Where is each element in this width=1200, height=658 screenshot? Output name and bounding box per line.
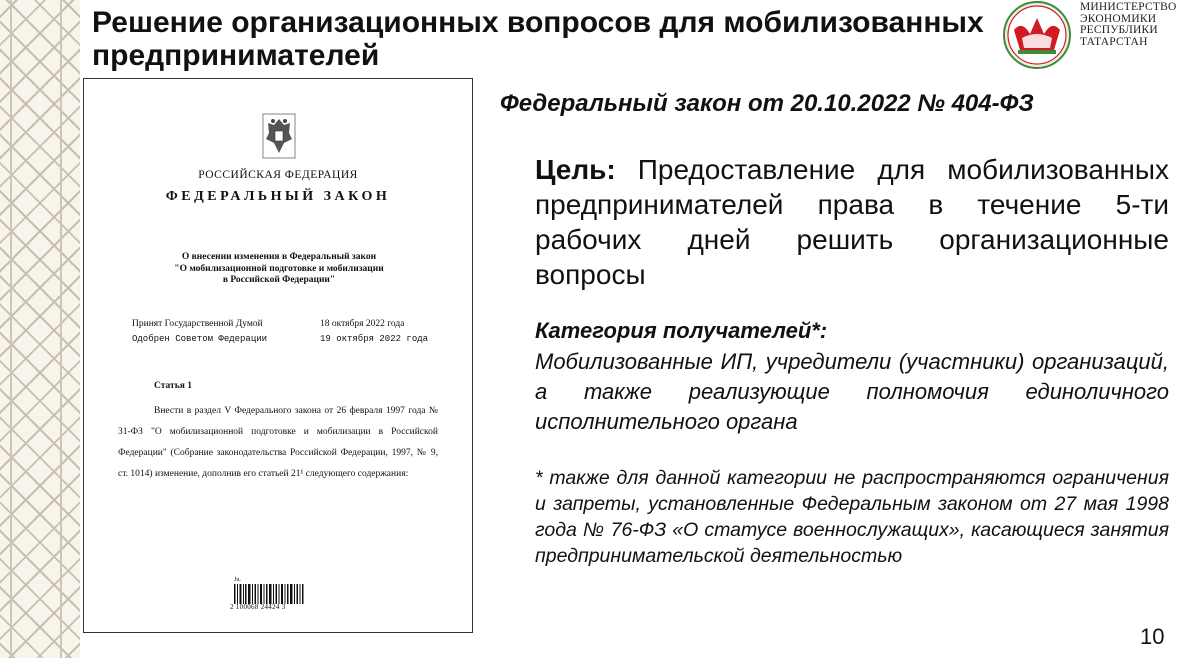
- category-label: Категория получателей*:: [535, 318, 828, 343]
- law-heading: Федеральный закон от 20.10.2022 № 404-ФЗ: [500, 90, 1034, 117]
- ministry-line-3: РЕСПУБЛИКИ: [1080, 24, 1158, 36]
- doc-type: ФЕДЕРАЛЬНЫЙ ЗАКОН: [165, 189, 391, 204]
- doc-adopted-date: 18 октября 2022 года: [320, 319, 405, 329]
- doc-title: [144, 252, 414, 287]
- goal-text: Предоставление для мобилизованных предпринимателей права в течение 5-ти рабочих дней решить организационные вопросы: [535, 154, 1169, 290]
- goal-label: Цель:: [535, 154, 638, 185]
- category-text: Мобилизованные ИП, учредители (участники) организаций, а также реализующие полномочия единоличного исполнительного органа: [535, 349, 1169, 434]
- page-number: 10: [1140, 624, 1165, 649]
- doc-title-line-2: "О мобилизационной подготовке и мобилизации: [174, 263, 384, 274]
- doc-barcode-mark: Ju.: [234, 577, 241, 583]
- coat-of-arms-icon: [262, 113, 296, 159]
- doc-approved-date: 19 октября 2022 года: [320, 334, 429, 344]
- decorative-border-frame: [10, 0, 62, 658]
- doc-approved-label: Одобрен Советом Федерации: [132, 334, 268, 344]
- doc-title-line-1: О внесении изменения в Федеральный закон: [181, 252, 377, 262]
- doc-approved-row: [132, 334, 432, 344]
- ministry-line-1: МИНИСТЕРСТВО: [1080, 1, 1177, 13]
- doc-adopted-label: Принят Государственной Думой: [132, 319, 263, 329]
- law-document-image: [83, 78, 473, 633]
- footnote: * также для данной категории не распространяются ограничения и запреты, установленные Федеральным законом от 27 мая 1998 года № 76-ФЗ «О статусе военнослужащих», касающиеся занятия предпринимательской деятельностью: [535, 467, 1169, 567]
- doc-country: РОССИЙСКАЯ ФЕДЕРАЦИЯ: [198, 169, 358, 181]
- ministry-line-2: ЭКОНОМИКИ: [1080, 12, 1157, 25]
- ministry-name: [1080, 2, 1195, 48]
- doc-title-line-3: в Российской Федерации": [222, 275, 336, 285]
- ministry-logo-icon: [1002, 0, 1072, 70]
- ministry-line-4: ТАТАРСТАН: [1080, 35, 1148, 48]
- goal-block: [535, 152, 1169, 292]
- doc-article-heading: Статья 1: [154, 381, 192, 391]
- logo-ring-text: ТАТАРСТАН: [1020, 53, 1053, 65]
- doc-adopted-row: [132, 319, 432, 329]
- doc-article-text: Внести в раздел V Федерального закона от 26 февраля 1997 года № 31-ФЗ "О мобилизационной подготовке и мобилизации в Российской Федерации" (Собрание законодательства Российской Федерации, 1997, № 9, ст. 1014) изменение, дополнив его статьей 21¹ следующего содержания:: [118, 406, 438, 479]
- slide-title: Решение организационных вопросов для мобилизованных предпринимателей: [92, 6, 984, 72]
- doc-barcode-number: 2 100068 24424 3: [230, 603, 286, 611]
- decorative-border: [0, 0, 80, 658]
